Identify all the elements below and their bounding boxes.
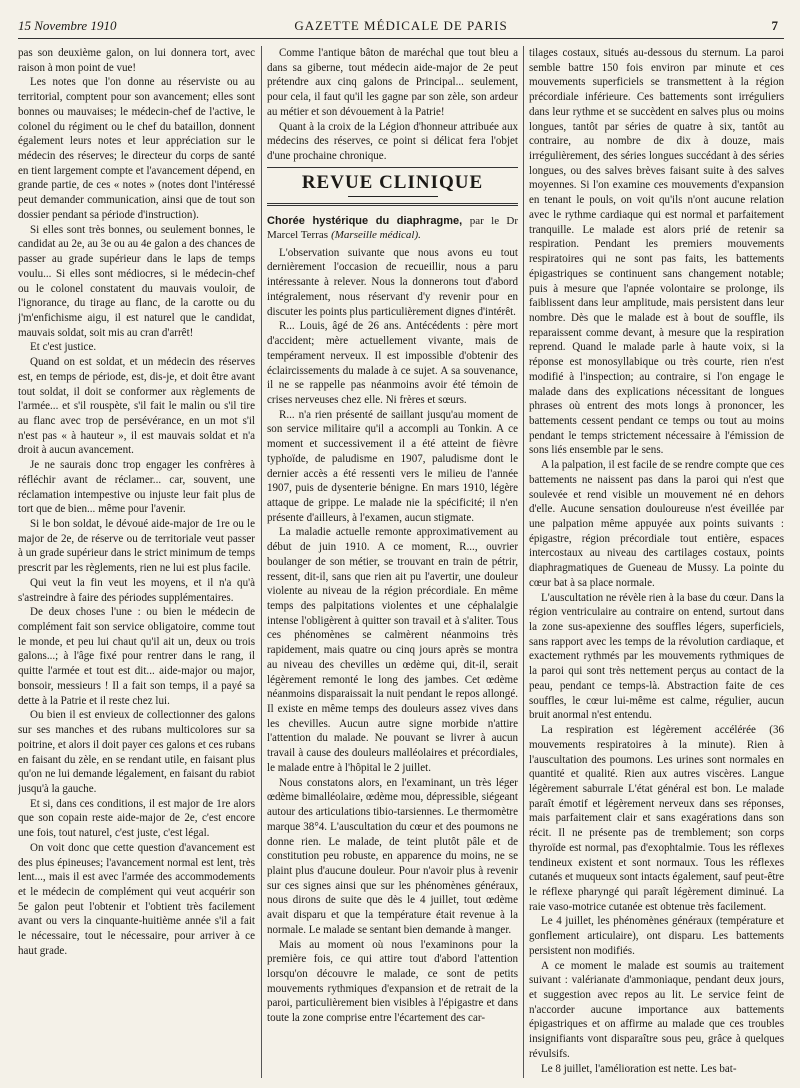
column-right [529,46,784,1078]
column-left [18,46,255,1078]
newspaper-page [18,14,784,1078]
paragraph: Si le bon soldat, le dévoué aide-major de 1re ou le major de 2e, de réserve ou de territoriale veut passer à un grade supérieur dans le strict minimum de temps prescrit par les règlements, rien ne lui est plus facile. [18,518,255,575]
header-date: 15 Novembre 1910 [18,18,117,33]
paragraph: Quand on est soldat, et un médecin des réserves est, en temps de période, est, dis-je, et doit être avant tout soldat, il doit se conformer aux règlements de l'armée... et s'il rouspète, s'il fait le malin ou s'il tire au flanc avec trop de persévérance, en un mot s'il n'est pas « à hauteur », il est mauvais soldat et n'a droit à aucun avancement. [18,356,255,457]
column-middle [267,46,518,1078]
paragraph: Et si, dans ces conditions, il est major de 1re alors que son copain reste aide-major de 2e, c'est encore une fois, tout naturel, c'est juste, c'est légal. [18,797,255,840]
paragraph: Je ne saurais donc trop engager les confrères à réfléchir avant de réclamer... car, souvent, une réclamation intempestive ou injuste leur fait plus de tort que de bien... même pour l'avenir. [18,459,255,516]
paragraph: Nous constatons alors, en l'examinant, un très léger œdème bimalléolaire, œdème mou, dépressible, siégeant autour des articulations tibio-tarsiennes. Le thermomètre marque 38°4. L'auscultation du cœur et des poumons ne donne rien. Le malade, de teint plutôt pâle et de constitution peu robuste, en apparence du moins, ne se plaint plus d'aucune douleur. Pour n'avoir plus à revenir sur ces signes ainsi que sur les phénomènes généraux, nous dirons de suite que dès le 4 juillet, tout œdème avait disparu et que la température était revenue à la normale. Le malade se sentant bien demande à manger. [267,776,518,936]
paragraph: La maladie actuelle remonte approximativement au début de juin 1910. A ce moment, R..., ouvrier boulanger de son métier, se trouvant en train de pétrir, ressent, dit-il, sans que rien ait pu l'avertir, une douleur violente au niveau de la région précordiale. En même temps des palpitations violentes et une céphalalgie intense l'obligèrent à quitter son travail et à s'aliter. Tous ces phénomènes se calmèrent néanmoins très rapidement, mais quatre ou cinq jours après se montra au niveau des chevilles un œdème qui, dit-il, serait légèrement remonté le long des jambes. Cet œdème néanmoins disparaissait la nuit pendant le repos allongé. Il existe en même temps des douleurs assez vives dans les chevilles. Aucun autre signe morbide n'attire l'attention du malade. Ne pouvant se livrer à aucun travail à cause des douleurs malléolaires et précordiales, le malade entre à l'hôpital le 2 juillet. [267,526,518,774]
page-header [18,14,784,39]
paragraph: Le 4 juillet, les phénomènes généraux (température et gonflement articulaire), ont disparu. Les battements persistent non modifiés. [529,915,784,957]
paragraph: R... n'a rien présenté de saillant jusqu'au moment de son service militaire qu'il a accompli au Tonkin. A ce moment et successivement il a été atteint de fièvre typhoïde, de paludisme en 1907, paludisme dont le dernier accès a été ressenti vers le milieu de l'année 1907, puis de dysenterie bénigne. En mars 1910, légère attaque de grippe. Le malade nie la spécificité; il n'en présente d'ailleurs, à l'examen, aucun stigmate. [267,408,518,524]
columns [18,46,784,1078]
paragraph: L'auscultation ne révèle rien à la base du cœur. Dans la région ventriculaire au contraire on entend, surtout dans la zone sus-apexienne des souffles légers, superficiels, sans rapport avec les temps de la révolution cardiaque, et exactement rythmés par les mouvements rythmiques de la paroi qui sont très nettement perçus au contact de la peau, pendant ce temps-là. Abstraction faite de ces souffles, le cœur lui-même est calme, régulier, aucun bruit anormal n'est entendu. [529,591,784,722]
paragraph: pas son deuxième galon, on lui donnera tort, avec raison à mon point de vue! [18,47,255,74]
paragraph: L'observation suivante que nous avons eu tout dernièrement l'occasion de recueillir, nous a paru intéressante à relever. Nous la donnerons tout d'abord intégralement, nous réservant d'y revenir pour en discuter les points plus particulièrement dignes d'intérêt. [267,246,518,318]
paragraph: Le 8 juillet, l'amélioration est nette. Les bat- [541,1062,737,1075]
paragraph: De deux choses l'une : ou bien le médecin de complément fait son service obligatoire, comme tout le monde, et peu lui chaut qu'il ait un, deux ou trois galons...; à l'âge fixé pour rentrer dans le rang, il quitte l'armée et tout est dit... aide-major ou major, bonsoir, messieurs ! Il a fait son temps, il a payé sa dette à la Patrie et il reste chez lui. [18,606,255,707]
paragraph: Et c'est justice. [30,341,97,354]
paragraph: Comme l'antique bâton de maréchal que tout bleu a dans sa giberne, tout médecin aide-major de 2e peut prétendre aux cinq galons de Principal... seulement, pour cela, il faut qu'il les gagne par son zèle, son ardeur au métier et son dévouement à la Patrie! [267,47,518,118]
article-heading [267,214,518,242]
column-rule [523,46,524,1078]
column-rule [261,46,262,1078]
paragraph: A la palpation, il est facile de se rendre compte que ces battements ne naissent pas dans la paroi qui n'est que soulevée et rend visible un mouvement né en dehors d'elle. Aucune sensation douloureuse n'est éveillée par une palpation même appuyée aux points suivants : épigastre, région précordiale tout entière, espaces intercostaux au niveau des cartilages costaux, points diaphragmatiques de Gueneau de Mussy. La pointe du cœur bat à sa place normale. [529,459,784,589]
article-title: Chorée hystérique du diaphragme, [267,214,463,227]
paragraph: On voit donc que cette question d'avancement est des plus épineuses; l'avancement normal est lent, très lent..., mais il est avec l'armée des accommodements et le médecin de complément qui veut acquérir son 5e galon peut l'obtenir et l'obtient très facilement avant ou vers la cinquante-huitième année s'il a fait le nécessaire, tout le nécessaire, pour arriver à ce haut grade. [18,841,255,957]
article-source: (Marseille médical). [331,228,421,241]
paragraph: Ou bien il est envieux de collectionner des galons sur ses manches et des rubans multicolores sur sa poitrine, et alors il doit payer ces galons et ces rubans en faisant du zèle, en se rendant utile, en faisant plus qu'on ne lui demande légalement, en faisant du rabiot jusqu'à la gauche. [18,709,255,795]
title-underline [348,196,438,197]
paragraph: Les notes que l'on donne au réserviste ou au territorial, comptent pour son avancement; elles sont bonnes ou mauvaises; le médecin-chef de l'active, le colonel du régiment ou le chef du bataillon, donnent également leurs notes et leur appréciation sur le médecin des réserves; le directeur du corps de santé en tient largement compte et l'avancement dépend, en grande partie, de ces « notes » (notes dont l'intéressé peut demander communication, ainsi que de tout son dossier pendant sa période d'instruction). [18,76,255,221]
paragraph: R... Louis, âgé de 26 ans. Antécédents : père mort d'accident; mère actuellement vivante, mais de tempérament nerveux. Il est impossible d'obtenir des éclaircissements du malade à ce sujet. A sa souvenance, il ne se rappelle pas néanmoins avoir été témoin de crises nerveuses chez elle. Ni frères et sœurs. [267,320,518,406]
paragraph: Si elles sont très bonnes, ou seulement bonnes, le candidat au 2e, au 3e ou au 4e galon a des chances de passer au grade supérieur dans le laps de temps voulu... Si elles sont médiocres, si le médecin-chef ou le colonel constatent du mauvais vouloir, de l'ignorance, du tirage au flanc, de la carotte ou du j'm'enfichisme aigu, il est naturel que le candidat, mauvais soldat, soit mis au cran d'arrêt! [18,223,255,339]
article-byline: par le Dr Marcel Terras [267,214,518,241]
paragraph: tilages costaux, situés au-dessous du sternum. La paroi semble battre 150 fois environ par minute et ces mouvements superficiels se transmettent à la région précordiale inférieure. Ces battements sont irréguliers dans leur rythme et se succèdent en salves plus ou moins longues, tantôt par séries de quatre à six, tantôt au contraire, au nombre de dix à douze, mais irrégulièrement, des séries longues succédant à des séries longues, ou des salves brèves faisant suite à des salves moyennes. Si l'on examine ces mouvements d'expansion en tenant le pouls, on voit qu'ils n'ont aucune relation avec le rythme cardiaque qui est normal et parfaitement tranquille. Le malade est alors prié de retenir sa respiration. Pendant les premiers mouvements respiratoires qui ne sont pas faits, les battements épigastriques se continuent sans changement notable; puis à mesure que l'apnée volontaire se prolonge, ils faiblissent dans leur amplitude, mais persistent dans leur nombre. Dès que le malade est à bout de souffle, ils reparaissent comme devant, à mesure que la respiration reprend. Quand le malade parle à haute voix, si la réponse est monosyllabique ou très courte, rien n'est modifié à l'inspection; au contraire, si l'on engage le malade dans des explications nécessitant de longues phrases où entrent des mots longs à prononcer, les battements cessent pendant ce temps ou tout au moins pendant le temps strictement nécessaire à l'émission de sons liés ensemble par le sens. [529,47,784,457]
paragraph: A ce moment le malade est soumis au traitement suivant : valérianate d'ammoniaque, pendant deux jours, et suggestion avec repos au lit. Le service feint de n'accorder aucune importance aux battements épigastriques et on affirme au malade que ces troubles insignifiants vont disparaître sous peu, grâce à quelques révulsifs. [529,959,784,1060]
paragraph: La respiration est légèrement accélérée (36 mouvements respiratoires à la minute). Rien à l'auscultation des poumons. Les urines sont normales en quantité et qualité. Rien aux autres viscères. Langue légèrement saburrale L'état général est bon. Le malade paraît émotif et légèrement nerveux dans ses réponses, mais parfaitement clair et sans exagérations dans son récit. Il ne présente pas de tremblement; son corps thyroïde est normal, pas d'exophtalmie. Tous les réflexes tendineux existent et sont normaux. Tous les réflexes cutanés et muqueux sont intacts également, sauf peut-être le réflexe pharyngé qui paraît légèrement diminué. La raie vaso-motrice cutanée est obtenue très facilement. [529,724,784,913]
paragraph: Qui veut la fin veut les moyens, et il n'a qu'à s'astreindre à faire des périodes supplémentaires. [18,576,255,604]
section-title: REVUE CLINIQUE [301,171,484,193]
paragraph: Mais au moment où nous l'examinons pour la première fois, ce qui attire tout d'abord l'attention lorsqu'on découvre le malade, ce sont de petits mouvements rythmiques d'expansion et de retrait de la paroi, particulièrement bien visibles à l'épigastre et dans toute la zone comprise entre l'écartement des car- [267,938,518,1025]
paragraph: Quant à la croix de la Légion d'honneur attribuée aux médecins des réserves, ce point si délicat fera l'objet d'une prochaine chronique. [267,120,518,163]
section-heading-box [267,167,518,206]
journal-title: GAZETTE MÉDICALE DE PARIS [294,18,508,33]
page-number: 7 [771,18,778,33]
